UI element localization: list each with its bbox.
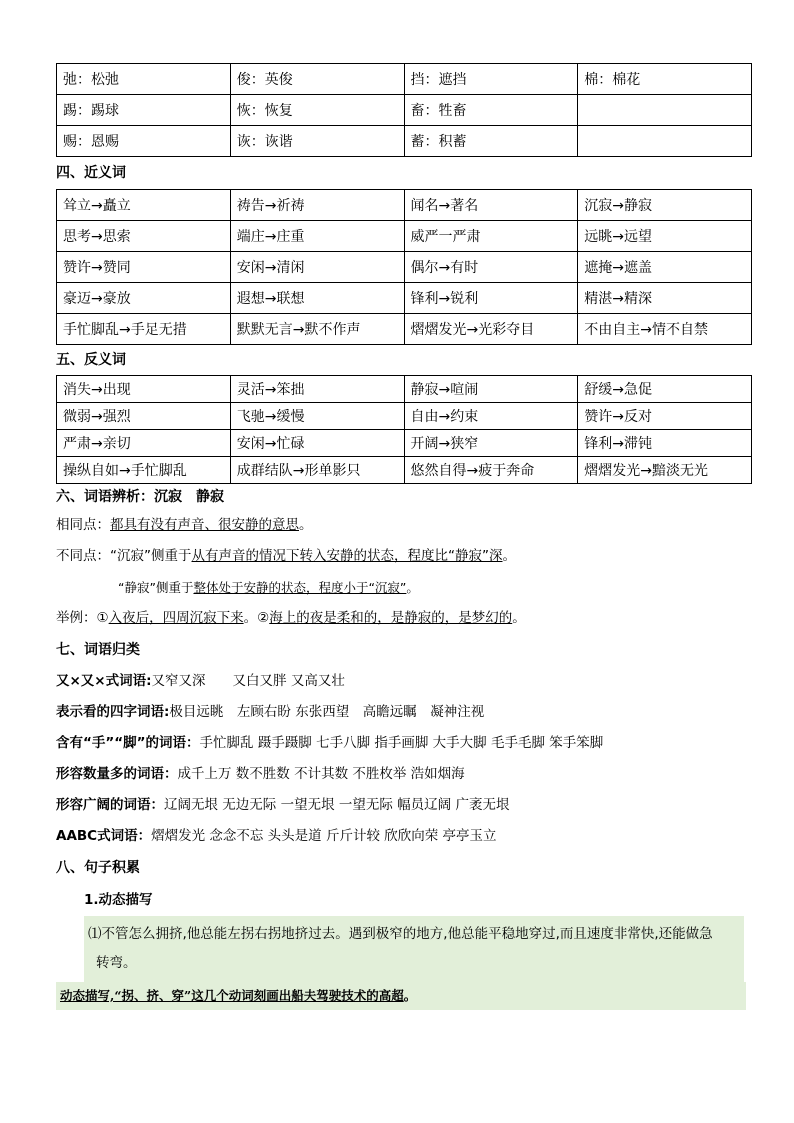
synonym-cell: 不由自主→情不自禁 [578, 314, 752, 345]
example-mid: 。② [243, 610, 270, 626]
classification-row [56, 666, 752, 697]
classification-words: 极目远眺 左顾右盼 东张西望 高瞻远瞩 凝神注视 [169, 704, 485, 720]
antonym-cell: 成群结队→形单影只 [230, 457, 404, 484]
word-pair-cell: 蓄：积蓄 [404, 126, 578, 157]
similarity-end: 。 [299, 517, 313, 533]
synonym-cell: 锋利→锐利 [404, 283, 578, 314]
synonym-cell: 安闲→清闲 [230, 252, 404, 283]
antonym-cell: 开阔→狭窄 [404, 430, 578, 457]
section-word-classification-title: 七、词语归类 [56, 642, 140, 658]
word-pair-cell [578, 126, 752, 157]
synonym-cell: 沉寂→静寂 [578, 190, 752, 221]
synonym-cell: 遐想→联想 [230, 283, 404, 314]
similarity-label: 相同点： [56, 517, 110, 533]
synonym-row [57, 252, 752, 283]
synonym-cell: 远眺→远望 [578, 221, 752, 252]
section-word-analysis-title: 六、词语辨析：沉寂 静寂 [56, 489, 224, 505]
classification-label: AABC式词语： [56, 828, 152, 844]
word-pair-table [56, 63, 752, 157]
antonym-row [57, 376, 752, 403]
analysis-note-end: 。 [403, 988, 417, 1003]
word-pair-cell: 棉：棉花 [578, 64, 752, 95]
classification-label: 含有“手”“脚”的词语： [56, 735, 200, 751]
antonym-cell: 灵活→笨拙 [230, 376, 404, 403]
difference-1-end: 。 [502, 548, 516, 564]
synonym-cell: 端庄→庄重 [230, 221, 404, 252]
similarity-line [56, 510, 752, 541]
word-pair-cell: 俊：英俊 [230, 64, 404, 95]
synonym-cell: 思考→思索 [57, 221, 231, 252]
synonym-cell: 默默无言→默不作声 [230, 314, 404, 345]
word-pair-cell: 赐：恩赐 [57, 126, 231, 157]
word-pair-cell: 挡：遮挡 [404, 64, 578, 95]
antonym-cell: 锋利→滞钝 [578, 430, 752, 457]
word-classification-list [56, 666, 752, 852]
analysis-note [56, 982, 746, 1010]
word-pair-cell: 诙：诙谐 [230, 126, 404, 157]
classification-row [56, 697, 752, 728]
antonym-cell: 舒缓→急促 [578, 376, 752, 403]
classification-row [56, 728, 752, 759]
synonym-cell: 赞许→赞同 [57, 252, 231, 283]
antonym-cell: 自由→约束 [404, 403, 578, 430]
synonym-row [57, 314, 752, 345]
example-line [56, 603, 752, 634]
antonym-cell: 悠然自得→疲于奔命 [404, 457, 578, 484]
antonym-cell: 熠熠发光→黯淡无光 [578, 457, 752, 484]
synonym-cell: 遮掩→遮盖 [578, 252, 752, 283]
word-pair-row [57, 95, 752, 126]
example-sentence-box [84, 916, 744, 982]
word-pair-row [57, 126, 752, 157]
synonym-cell: 熠熠发光→光彩夺目 [404, 314, 578, 345]
word-pair-cell: 踢：踢球 [57, 95, 231, 126]
synonyms-table [56, 189, 752, 345]
synonym-cell: 精湛→精深 [578, 283, 752, 314]
classification-label: 又×又×式词语: [56, 673, 152, 689]
difference-2-text: 整体处于安静的状态，程度小于“沉寂” [193, 580, 407, 595]
classification-label: 形容广阔的词语： [56, 797, 164, 813]
antonym-cell: 微弱→强烈 [57, 403, 231, 430]
word-pair-cell: 畜：牲畜 [404, 95, 578, 126]
classification-words: 辽阔无垠 无边无际 一望无垠 一望无际 幅员辽阔 广袤无垠 [164, 797, 510, 813]
document-page [56, 63, 752, 1010]
classification-label: 形容数量多的词语： [56, 766, 178, 782]
classification-row [56, 759, 752, 790]
section-antonyms-title: 五、反义词 [56, 352, 126, 368]
synonym-cell: 手忙脚乱→手足无措 [57, 314, 231, 345]
synonym-cell: 耸立→矗立 [57, 190, 231, 221]
synonym-row [57, 283, 752, 314]
analysis-note-text: 动态描写,“拐、挤、穿”这几个动词刻画出船夫驾驶技术的高超 [60, 988, 404, 1003]
antonym-cell: 安闲→忙碌 [230, 430, 404, 457]
difference-2-end: 。 [406, 580, 419, 595]
word-pair-cell [578, 95, 752, 126]
word-pair-cell: 恢：恢复 [230, 95, 404, 126]
antonym-row [57, 457, 752, 484]
classification-words: 成千上万 数不胜数 不计其数 不胜枚举 浩如烟海 [177, 766, 465, 782]
word-pair-row [57, 64, 752, 95]
classification-words: 又窄又深 又白又胖 又高又壮 [151, 673, 345, 689]
classification-words: 熠熠发光 念念不忘 头头是道 斤斤计较 欣欣向荣 亭亭玉立 [151, 828, 497, 844]
sentence-line-2: 转弯。 [96, 955, 137, 971]
synonym-cell: 豪迈→豪放 [57, 283, 231, 314]
synonym-row [57, 221, 752, 252]
difference-label: 不同点： [56, 548, 110, 564]
classification-label: 表示看的四字词语: [56, 704, 170, 720]
difference-line-1 [56, 541, 752, 572]
word-pair-cell: 弛：松弛 [57, 64, 231, 95]
synonym-cell: 威严一严肃 [404, 221, 578, 252]
example-2: 海上的夜是柔和的，是静寂的，是梦幻的 [269, 610, 513, 626]
sentence-line-1: ⑴不管怎么拥挤,他总能左拐右拐地挤过去。遇到极窄的地方,他总能平稳地穿过,而且速度非常快,还能做急 [88, 926, 713, 942]
synonym-cell: 祷告→祈祷 [230, 190, 404, 221]
synonym-cell: 闻名→著名 [404, 190, 578, 221]
classification-words: 手忙脚乱 蹑手蹑脚 七手八脚 指手画脚 大手大脚 毛手毛脚 笨手笨脚 [199, 735, 604, 751]
classification-row [56, 821, 752, 852]
example-label: 举例：① [56, 610, 109, 626]
synonym-row [57, 190, 752, 221]
antonym-cell: 飞驰→缓慢 [230, 403, 404, 430]
antonym-cell: 操纵自如→手忙脚乱 [57, 457, 231, 484]
antonym-row [57, 430, 752, 457]
antonyms-table [56, 375, 752, 484]
antonym-cell: 消失→出现 [57, 376, 231, 403]
section-sentence-title: 八、句子积累 [56, 860, 140, 876]
antonym-cell: 严肃→亲切 [57, 430, 231, 457]
example-1: 入夜后，四周沉寂下来 [108, 610, 244, 626]
antonym-cell: 赞许→反对 [578, 403, 752, 430]
dynamic-description-subtitle: 1.动态描写 [84, 892, 153, 908]
classification-row [56, 790, 752, 821]
difference-1-prefix: “沉寂”侧重于 [110, 548, 192, 564]
antonym-cell: 静寂→喧闹 [404, 376, 578, 403]
difference-2-prefix: “静寂”侧重于 [118, 580, 194, 595]
section-synonyms-title: 四、近义词 [56, 165, 126, 181]
synonym-cell: 偶尔→有时 [404, 252, 578, 283]
difference-1-text: 从有声音的情况下转入安静的状态，程度比“静寂”深 [191, 548, 503, 564]
difference-line-2 [56, 572, 752, 603]
antonym-row [57, 403, 752, 430]
example-end: 。 [512, 610, 526, 626]
similarity-text: 都具有没有声音、很安静的意思 [110, 517, 299, 533]
